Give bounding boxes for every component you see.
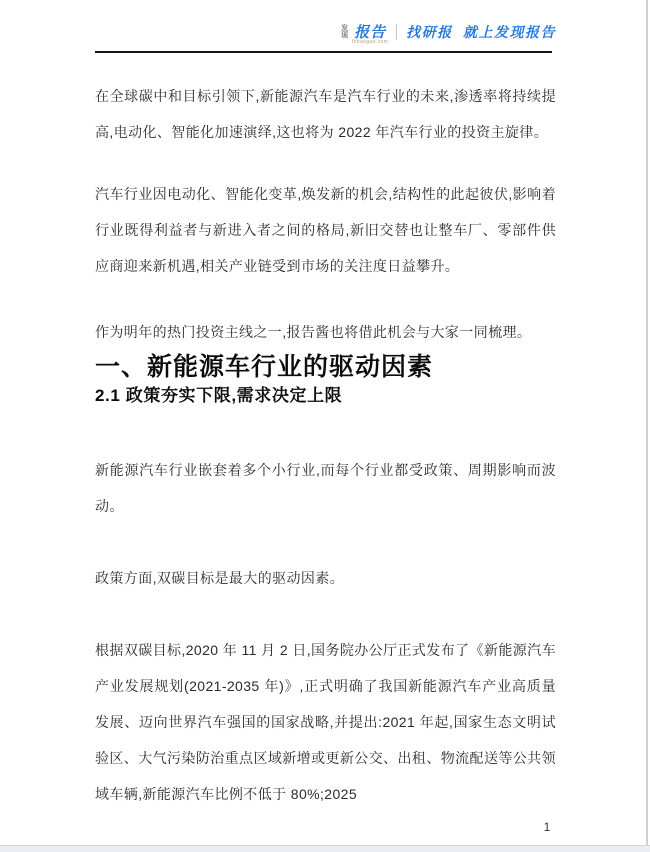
- brand-tagline: 找研报 就上发现报告: [406, 24, 556, 40]
- paragraph: 汽车行业因电动化、智能化变革,焕发新的机会,结构性的此起彼伏,影响着行业既得利益者与新进入者之间的格局,新旧交替也让整车厂、零部件供应商迎来新机遇,相关产业链受到市场的关注度日益攀升。: [95, 186, 556, 274]
- page-header: [95, 18, 556, 46]
- logo-mark-bottom: 现: [341, 32, 349, 39]
- section-heading: 一、新能源车行业的驱动因素: [95, 353, 434, 381]
- brand-logo-icon: [338, 23, 351, 41]
- header-divider: [396, 24, 397, 40]
- brand-logo-text: 报告: [354, 23, 387, 41]
- document-content: [95, 52, 556, 812]
- paragraph: 政策方面,双碳目标是最大的驱动因素。: [95, 570, 345, 586]
- page-number: 1: [543, 820, 551, 834]
- brand-logo-subtext: fxbaogao.com: [352, 39, 389, 45]
- subsection-heading: 2.1 政策夯实下限,需求决定上限: [95, 386, 343, 405]
- paragraph: 新能源汽车行业嵌套着多个小行业,而每个行业都受政策、周期影响而波动。: [95, 462, 556, 514]
- brand-logo: [338, 23, 389, 45]
- paragraph: 在全球碳中和目标引领下,新能源汽车是汽车行业的未来,渗透率将持续提高,电动化、智能化加速演绎,这也将为 2022 年汽车行业的投资主旋律。: [95, 88, 556, 140]
- logo-mark-top: 发: [341, 25, 349, 32]
- paragraph: 作为明年的热门投资主线之一,报告酱也将借此机会与大家一同梳理。: [95, 324, 532, 340]
- paragraph: 根据双碳目标,2020 年 11 月 2 日,国务院办公厅正式发布了《新能源汽车产业发展规划(2021-2035 年)》,正式明确了我国新能源汽车产业高质量发展、迈向世界汽车强国的国家战略,并提出:2021 年起,国家生态文明试验区、大气污染防治重点区域新增或更新公交、出租、物流配送等公共领域车辆,新能源汽车比例不低于 80%;2025: [95, 642, 556, 802]
- page-edge-right: [646, 0, 648, 846]
